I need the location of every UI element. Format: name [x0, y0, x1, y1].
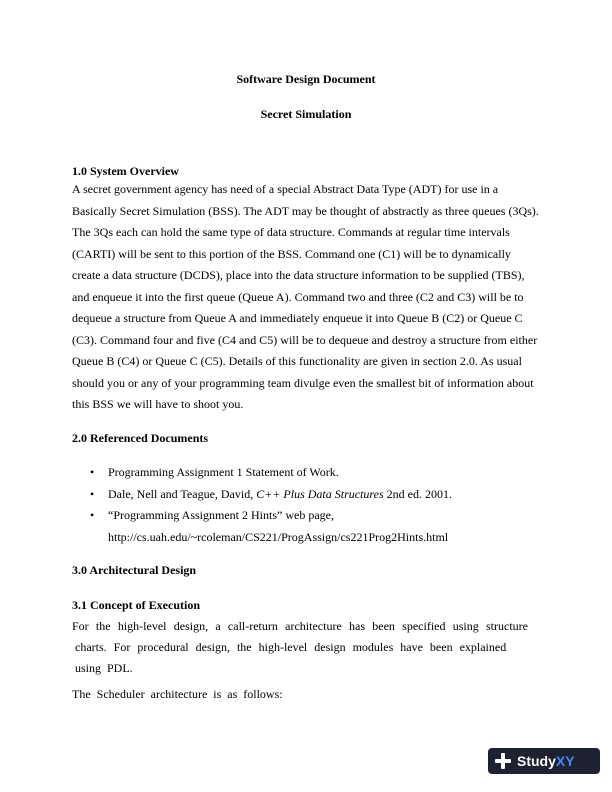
word: For	[72, 619, 89, 633]
word: architecture	[285, 619, 342, 633]
word: a	[215, 619, 221, 633]
word: high-level	[117, 619, 167, 633]
paragraph-line: using PDL.	[75, 661, 133, 675]
studyxy-logo[interactable]	[488, 748, 600, 774]
word: call-return	[227, 619, 278, 633]
paragraph-line: Basically Secret Simulation (BSS). The ADT may be thought of abstractly as three queues (3Qs).	[72, 203, 539, 218]
logo-wordmark: StudyXY	[517, 753, 575, 769]
section-heading-referenced-documents: 2.0 Referenced Documents	[72, 431, 209, 445]
paragraph-line: charts. For procedural design, the high-level design modules have been explained	[75, 640, 507, 654]
section-heading-concept-of-execution: 3.1 Concept of Execution	[72, 598, 200, 612]
list-item	[90, 462, 452, 484]
plus-icon	[494, 752, 512, 770]
section-heading-architectural-design: 3.0 Architectural Design	[72, 563, 197, 577]
list-item-text: Programming Assignment 1 Statement of Work.	[108, 465, 339, 479]
paragraph-line: should you or any of your programming team divulge even the smallest bit of information about	[72, 375, 534, 390]
paragraph-line-justified	[72, 616, 528, 637]
word: been	[372, 619, 395, 633]
list-item-text: 2nd ed. 2001.	[383, 486, 452, 501]
paragraph-line: (C3). Command four and five (C4 and C5) will be to dequeue and destroy a structure from either	[72, 332, 538, 347]
hints-url: http://cs.uah.edu/~rcoleman/CS221/ProgAssign/cs221Prog2Hints.html	[108, 529, 449, 544]
paragraph-line: A secret government agency has need of a special Abstract Data Type (ADT) for use in a	[72, 182, 499, 196]
paragraph-line: dequeue a structure from Queue A and immediately enqueue it into Queue B (C2) or Queue C	[72, 311, 523, 325]
word: using	[452, 619, 479, 633]
section-heading-system-overview: 1.0 System Overview	[72, 164, 179, 178]
document-title: Software Design Document	[236, 72, 376, 86]
scheduler-intro-line: The Scheduler architecture is as follows:	[72, 687, 283, 701]
word: has	[349, 619, 366, 633]
bullet-icon: •	[90, 465, 95, 479]
paragraph-line: create a data structure (DCDS), place into the data structure information to be supplied (TBS),	[72, 268, 525, 282]
system-overview-paragraph	[72, 179, 542, 416]
bullet-icon: •	[90, 486, 95, 501]
paragraph-line: (CARTI) will be sent to this portion of the BSS. Command one (C1) will be to dynamically	[72, 246, 511, 261]
paragraph-line: and enqueue it into the first queue (Queue A). Command two and three (C2 and C3) will be to	[72, 289, 524, 304]
paragraph-line: this BSS we will have to shoot you.	[72, 397, 244, 411]
paragraph-line: Queue B (C4) or Queue C (C5). Details of this functionality are given in section 2.0. As usual	[72, 354, 522, 368]
document-subtitle: Secret Simulation	[260, 107, 352, 121]
word: design,	[173, 619, 209, 633]
paragraph-line: The 3Qs each can hold the same type of data structure. Commands at regular time intervals	[72, 225, 510, 239]
word: structure	[486, 619, 528, 633]
list-item-text: “Programming Assignment 2 Hints” web page,	[108, 508, 334, 522]
word: the	[95, 619, 111, 633]
list-item	[90, 484, 452, 506]
list-item-text: Dale, Nell and Teague, David,	[108, 486, 257, 501]
list-item	[90, 505, 452, 527]
word: specified	[402, 619, 446, 633]
concept-of-execution-paragraph	[72, 616, 528, 679]
bullet-icon: •	[90, 508, 95, 522]
book-title: C++ Plus Data Structures	[256, 486, 384, 501]
referenced-documents-list	[90, 462, 452, 548]
